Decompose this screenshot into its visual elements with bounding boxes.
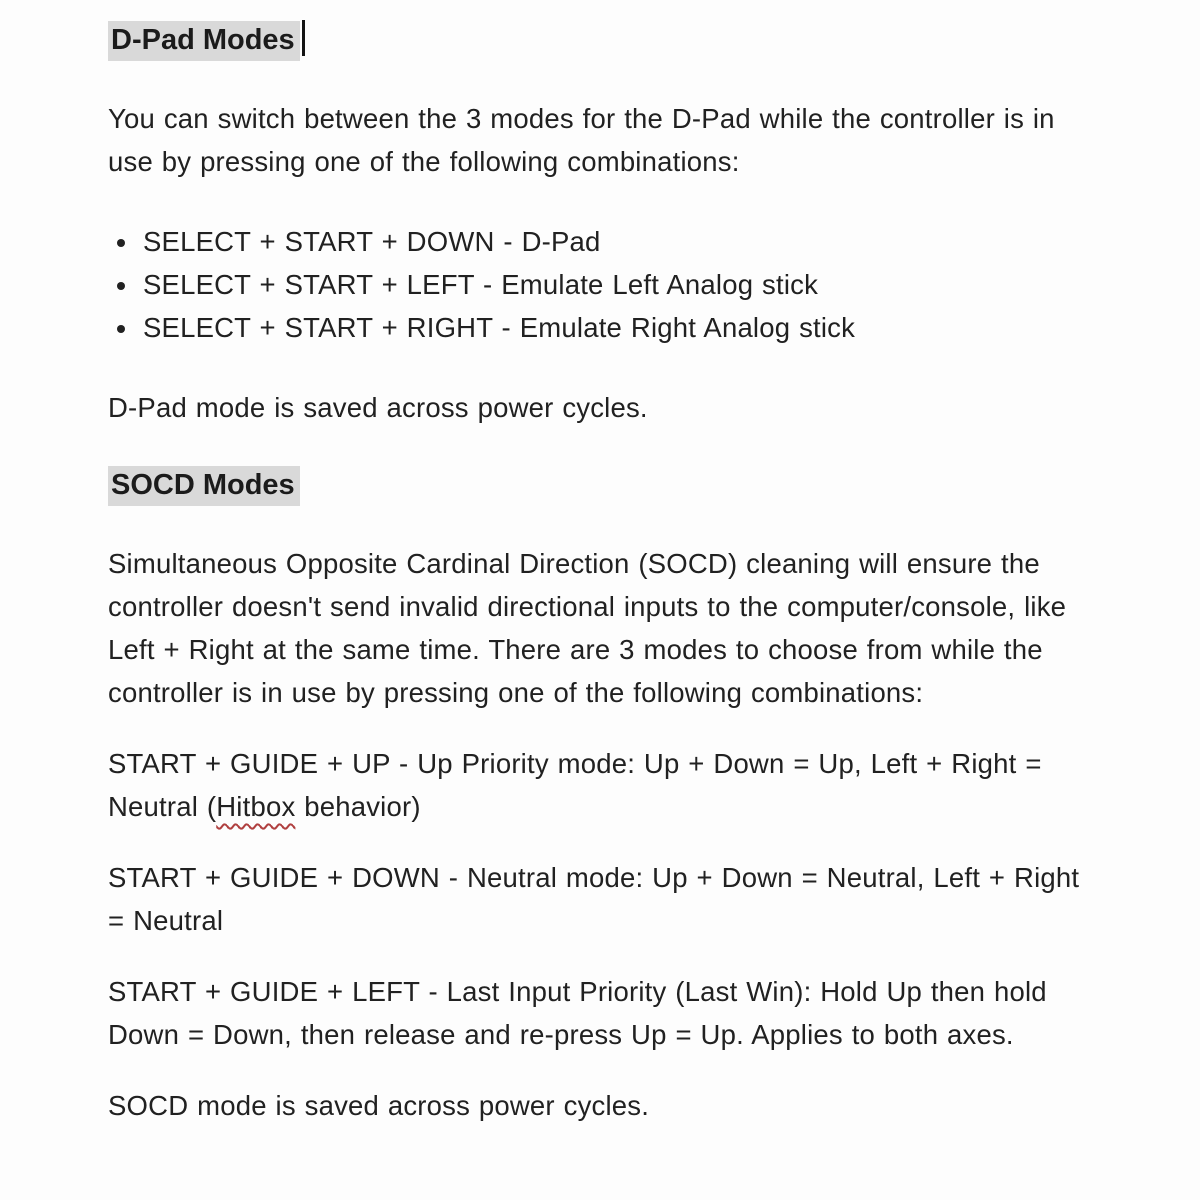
heading-dpad-modes bbox=[108, 20, 1082, 60]
paragraph-socd-neutral: START + GUIDE + DOWN - Neutral mode: Up + Down = Neutral, Left + Right = Neutral bbox=[108, 862, 1080, 936]
heading-dpad-modes-text: D-Pad Modes bbox=[108, 21, 300, 61]
paragraph-dpad-note: D-Pad mode is saved across power cycles. bbox=[108, 392, 648, 423]
paragraph-socd-note: SOCD mode is saved across power cycles. bbox=[108, 1090, 650, 1121]
paragraph-socd-intro: Simultaneous Opposite Cardinal Direction (SOCD) cleaning will ensure the controller doesn't send invalid directional inputs to the computer/console, like Left + Right at the same time. There are 3 modes to choose from while the controller is in use by pressing one of the following combinations: bbox=[108, 548, 1067, 708]
misspelled-word-hitbox: Hitbox bbox=[216, 791, 296, 822]
paragraph-dpad-intro: You can switch between the 3 modes for the D-Pad while the controller is in use by pressing one of the following combinations: bbox=[108, 103, 1055, 177]
paragraph-socd-up-priority bbox=[108, 742, 1082, 828]
list-item-dpad-combo: • SELECT + START + LEFT - Emulate Left Analog stick bbox=[140, 263, 1082, 306]
socd-up-text-post: behavior) bbox=[295, 791, 421, 822]
socd-up-text-pre: START + GUIDE + UP - Up Priority mode: Up + Down = Up, Left + Right = Neutral ( bbox=[108, 748, 1042, 822]
dpad-combos-list bbox=[108, 220, 1082, 349]
list-item-dpad-combo: • SELECT + START + DOWN - D-Pad bbox=[140, 220, 1082, 263]
list-item-dpad-combo: • SELECT + START + RIGHT - Emulate Right Analog stick bbox=[140, 306, 1082, 349]
text-cursor bbox=[302, 20, 305, 56]
heading-socd-modes-text: SOCD Modes bbox=[108, 466, 300, 506]
paragraph-socd-last-input: START + GUIDE + LEFT - Last Input Priority (Last Win): Hold Up then hold Down = Down, then release and re-press Up = Up. Applies to both axes. bbox=[108, 976, 1047, 1050]
heading-socd-modes bbox=[108, 465, 1082, 505]
